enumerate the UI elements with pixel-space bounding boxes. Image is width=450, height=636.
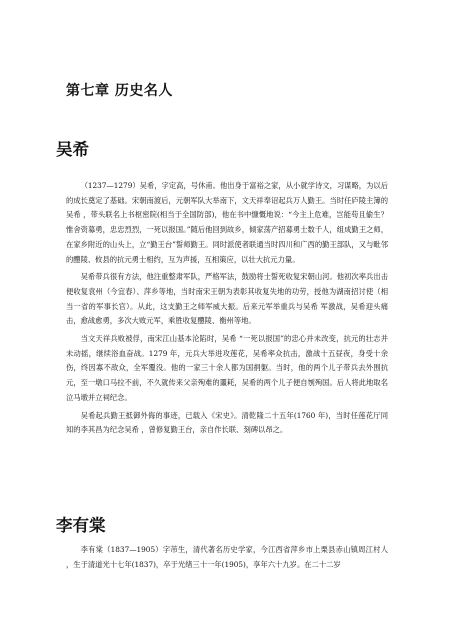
section-body-wu-xi	[66, 179, 388, 441]
paragraph: （1237—1279）吴希，字定高，号休甫。他出身于富裕之家，从小就学诗文，习谋略，为以后的成长奠定了基础。宋朝南渡后，元朝军队大举南下，文天祥奉诏起兵万人勤王。当时任庐陵主簿的吴希 ，带头联名上书枢密院(相当于全国防部)，他在书中慷慨地说：“今主上危难，岂能苟且偷生？惟舍资募勇，忠忠烈烈，一死以报国。”随后他回到故乡，倾家荡产招募勇士数千人，组成勤王之师，在家乡附近的山头上，立“勤王台”誓师勤王。同时派使者联通当时四川和广西的勤王部队，又与毗邻的醴陵、攸县的抗元勇士相约，互为声援，互相策应，以壮大抗元力量。	[66, 181, 388, 264]
chapter-title: 第七章 历史名人	[66, 83, 173, 99]
paragraph: 吴希起兵勤王抵御外侮的事迹，已载入《宋史》。清乾隆二十五年(1760 年)，当时任莲花厅同知的李其昌为纪念吴希 ，曾修复勤王台，亲自作长联、刻碑以昂之。	[66, 410, 388, 435]
paragraph: 当文天祥兵败被俘，南宋江山基本沦陷时，吴希 “一死以报国”的忠心并未改变，抗元的壮志并未动摇，继续浴血奋战。1279 年，元兵大举进攻莲花，吴希率众抗击，激战十五昼夜，身受十余伤，终因寡不敌众，全军覆没。他的一家三十余人都为国捐躯。当时，他的两个儿子带兵去外围抗元，至一墩口马拉不前，不久就传来父亲殉难的噩耗，吴希的两个儿子便自刎殉国。后人将此地取名泣马墩并立祠纪念。	[66, 334, 388, 402]
paragraph: 李有棠（1837—1905）字芾生，清代著名历史学家，今江西省萍乡市上栗县赤山镇周江村人 ，生于清道光十七年(1837)，卒于光绪三十一年(1905)，享年六十九岁。在二十二岁	[66, 545, 388, 569]
section-body-li-youtang	[66, 543, 388, 575]
paragraph: 吴希带兵很有方法，他注重整肃军队，严格军法，鼓励将士誓死收复宋朝山河。他初次率兵出击便收复袁州（今宜春）、萍乡等地，当时南宋王朝为表彰其收复失地的功劳，授他为湖南招讨使（相当一省的军事长官）。从此，这支勤王之师军威大振。后来元军举重兵与吴希 军激战，吴希迎头痛击，愈战愈勇，多次大败元军，乘胜收复醴陵、衡州等地。	[66, 272, 388, 326]
section-title-li-youtang: 李有棠	[56, 516, 106, 535]
section-title-wu-xi: 吴希	[56, 140, 89, 159]
